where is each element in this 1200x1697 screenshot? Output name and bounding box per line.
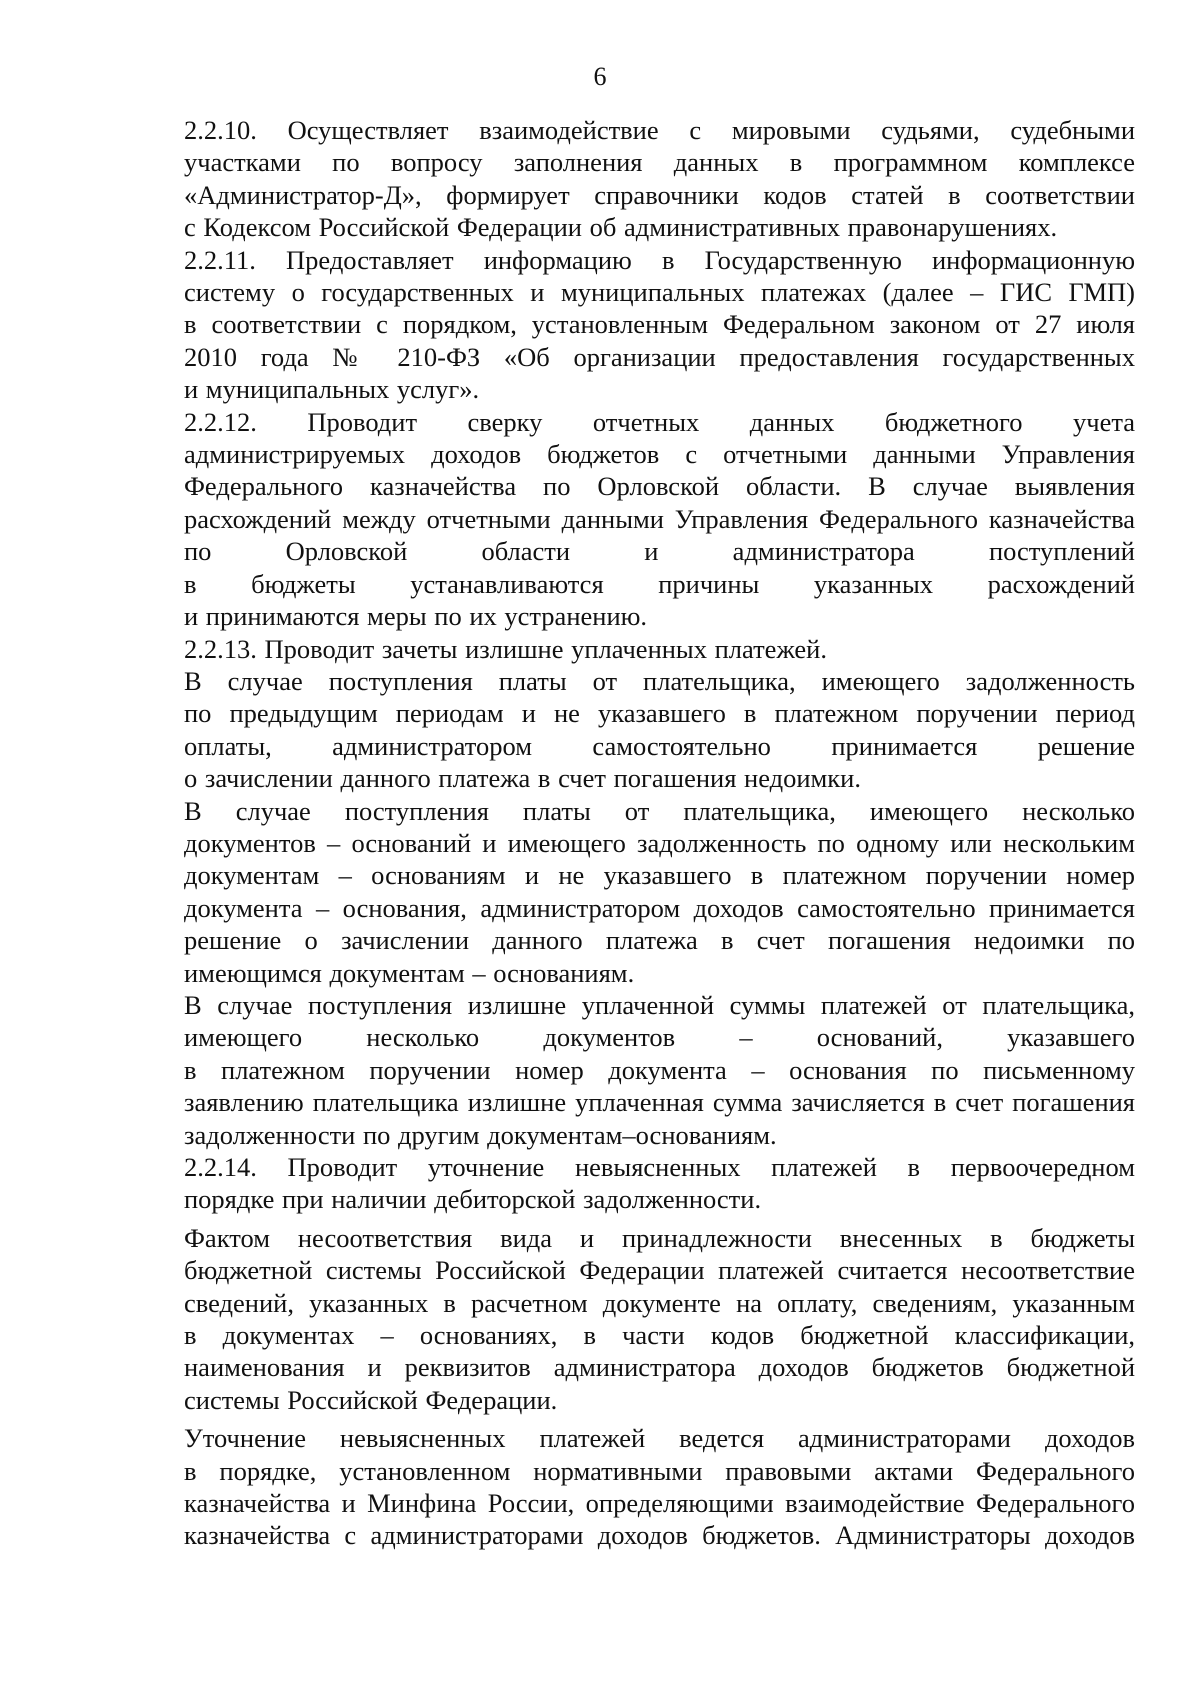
- text-line: заявлению плательщика излишне уплаченная сумма зачисляется в счет погашения: [184, 1087, 1135, 1118]
- text-line: с Кодексом Российской Федерации об административных правонарушениях.: [184, 212, 1058, 243]
- text-line: системы Российской Федерации.: [184, 1384, 558, 1415]
- text-line: по предыдущим периодам и не указавшего в платежном поручении период: [184, 698, 1135, 729]
- text-line: Федерального казначейства по Орловской области. В случае выявления: [184, 471, 1135, 502]
- paragraph: [128, 665, 1135, 795]
- document-body: [128, 114, 1135, 1552]
- text-line: «Администратор-Д», формирует справочники кодов статей в соответствии: [184, 179, 1135, 210]
- text-line: Уточнение невыясненных платежей ведется администраторами доходов: [184, 1423, 1135, 1454]
- text-line: казначейства с администраторами доходов бюджетов. Администраторы доходов: [184, 1520, 1135, 1551]
- paragraph: [128, 633, 1135, 665]
- text-line: наименования и реквизитов администратора доходов бюджетов бюджетной: [184, 1352, 1135, 1383]
- paragraph: [128, 244, 1135, 406]
- text-line: о зачислении данного платежа в счет погашения недоимки.: [184, 763, 861, 794]
- text-line: 2.2.13. Проводит зачеты излишне уплаченных платежей.: [184, 633, 827, 664]
- text-line: задолженности по другим документам–основаниям.: [184, 1119, 777, 1150]
- paragraph: [128, 406, 1135, 633]
- text-line: 2.2.10. Осуществляет взаимодействие с мировыми судьями, судебными: [184, 115, 1135, 145]
- text-line: решение о зачислении данного платежа в счет погашения недоимки по: [184, 925, 1135, 956]
- text-line: и принимаются меры по их устранению.: [184, 601, 648, 632]
- text-line: в бюджеты устанавливаются причины указанных расхождений: [184, 568, 1135, 599]
- text-line: документов – оснований и имеющего задолженность по одному или нескольким: [184, 827, 1135, 858]
- text-line: имеющего несколько документов – оснований, указавшего: [184, 1022, 1135, 1053]
- text-line: 2.2.11. Предоставляет информацию в Государственную информационную: [184, 244, 1135, 275]
- text-line: Фактом несоответствия вида и принадлежности внесенных в бюджеты: [184, 1222, 1135, 1253]
- paragraph: [128, 795, 1135, 989]
- paragraph: [128, 1422, 1135, 1552]
- text-line: 2.2.12. Проводит сверку отчетных данных бюджетного учета: [184, 406, 1135, 437]
- text-line: порядке при наличии дебиторской задолженности.: [184, 1184, 762, 1215]
- text-line: документа – основания, администратором доходов самостоятельно принимается: [184, 892, 1135, 923]
- text-line: участками по вопросу заполнения данных в программном комплексе: [184, 147, 1135, 178]
- text-line: имеющимся документам – основаниям.: [184, 957, 635, 988]
- text-line: В случае поступления излишне уплаченной суммы платежей от плательщика,: [184, 989, 1135, 1020]
- text-line: В случае поступления платы от плательщика, имеющего задолженность: [184, 665, 1135, 696]
- text-line: по Орловской области и администратора поступлений: [184, 536, 1135, 567]
- text-line: и муниципальных услуг».: [184, 374, 480, 405]
- text-line: в порядке, установленном нормативными правовыми актами Федерального: [184, 1455, 1135, 1486]
- text-line: систему о государственных и муниципальных платежах (далее – ГИС ГМП): [184, 277, 1135, 308]
- text-line: в платежном поручении номер документа – основания по письменному: [184, 1054, 1135, 1085]
- text-line: В случае поступления платы от плательщика, имеющего несколько: [184, 795, 1135, 826]
- text-line: оплаты, администратором самостоятельно принимается решение: [184, 730, 1135, 761]
- text-line: документам – основаниям и не указавшего в платежном поручении номер: [184, 860, 1135, 891]
- text-line: 2010 года № 210-ФЗ «Об организации предоставления государственных: [184, 341, 1135, 372]
- paragraph: [128, 1151, 1135, 1216]
- text-line: в документах – основаниях, в части кодов бюджетной классификации,: [184, 1320, 1135, 1351]
- text-line: в соответствии с порядком, установленным Федеральном законом от 27 июля: [184, 309, 1135, 340]
- text-line: казначейства и Минфина России, определяющими взаимодействие Федерального: [184, 1488, 1135, 1519]
- page-number: 6: [593, 62, 607, 91]
- text-line: бюджетной системы Российской Федерации платежей считается несоответствие: [184, 1255, 1135, 1286]
- text-line: 2.2.14. Проводит уточнение невыясненных платежей в первоочередном: [184, 1152, 1135, 1182]
- text-line: администрируемых доходов бюджетов с отчетными данными Управления: [184, 439, 1135, 470]
- text-line: сведений, указанных в расчетном документе на оплату, сведениям, указанным: [184, 1287, 1135, 1318]
- paragraph: [128, 989, 1135, 1151]
- paragraph: [128, 1222, 1135, 1416]
- text-line: расхождений между отчетными данными Управления Федерального казначейства: [184, 503, 1135, 534]
- paragraph: [128, 114, 1135, 244]
